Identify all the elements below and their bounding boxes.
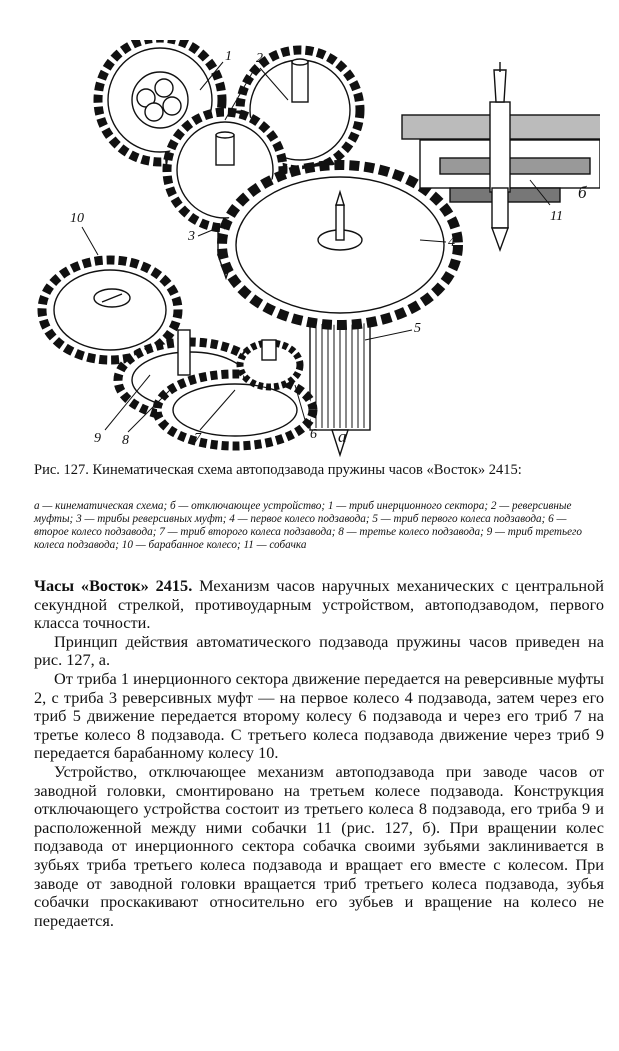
paragraph-1-text: Механизм часов наручных механических с центральной секундной стрелкой, противоударным устройством, автоподзаводом, первого класса точности.: [34, 576, 604, 633]
label-2: 2: [256, 51, 263, 66]
label-11: 11: [550, 209, 563, 224]
paragraph-1: [34, 577, 604, 633]
label-3: 3: [188, 229, 195, 244]
body-text: [34, 577, 604, 930]
paragraph-2: Принцип действия автоматического подзавода пружины часов приведен на рис. 127, а.: [34, 631, 604, 670]
figure-caption: Рис. 127. Кинематическая схема автоподзавода пружины часов «Восток» 2415:: [34, 462, 522, 478]
label-5: 5: [414, 321, 421, 336]
gear-4: [222, 165, 458, 325]
paragraph-3: От триба 1 инерционного сектора движение передается на реверсивные муфты 2, с триба 3 реверсивных муфт — на первое колесо 4 подзавода, затем через его триб 5 движение передается второму колесу 6 подзавода и через его триб 7 на третье колесо 8 подзавода. С третьего колеса подзавода движение через триб 9 передается барабанному колесу 10.: [34, 668, 604, 763]
paragraph-1-heading: Часы «Восток» 2415.: [34, 576, 193, 595]
label-b: б: [578, 183, 587, 202]
gear-6: [157, 374, 313, 446]
label-4: 4: [448, 235, 455, 250]
label-7: 7: [194, 431, 201, 446]
label-9: 9: [94, 431, 101, 446]
kinematic-diagram: [20, 40, 600, 460]
gear-7: [240, 340, 300, 387]
figure-legend: а — кинематическая схема; б — отключающее устройство; 1 — триб инерционного сектора; 2 — реверсивные муфты; 3 — трибы реверсивных муфт; 4 — первое колесо подзавода; 5 — триб первого колеса подзавода; 6 — второе колесо подзавода; 7 — триб второго колеса подзавода; 8 — третье колесо подзавода; 9 — триб третьего колеса подзавода; 10 — барабанное колесо; 11 — собачка: [34, 500, 583, 551]
label-10: 10: [70, 211, 84, 226]
label-a: а: [338, 427, 347, 446]
paragraph-4: Устройство, отключающее механизм автоподзавода при заводе часов от заводной головки, смонтировано на третьем колесе подзавода. Конструкция отключающего устройства состоит из третьего колеса 8 подзавода, его триба 9 и расположенной между ними собачки 11 (рис. 127, б). При вращении колес подзавода от инерционного сектора собачка своими зубьями заклинивается в зубьях триба третьего колеса подзавода и вращает его вместе с колесом. При заводе от заводной головки вращается триб третьего колеса подзавода, зубья собачки проскакивают относительно его зубьев и вращение на колесо не передается.: [34, 761, 604, 930]
label-1: 1: [225, 49, 232, 64]
label-8: 8: [122, 433, 129, 448]
label-6: 6: [310, 427, 317, 442]
